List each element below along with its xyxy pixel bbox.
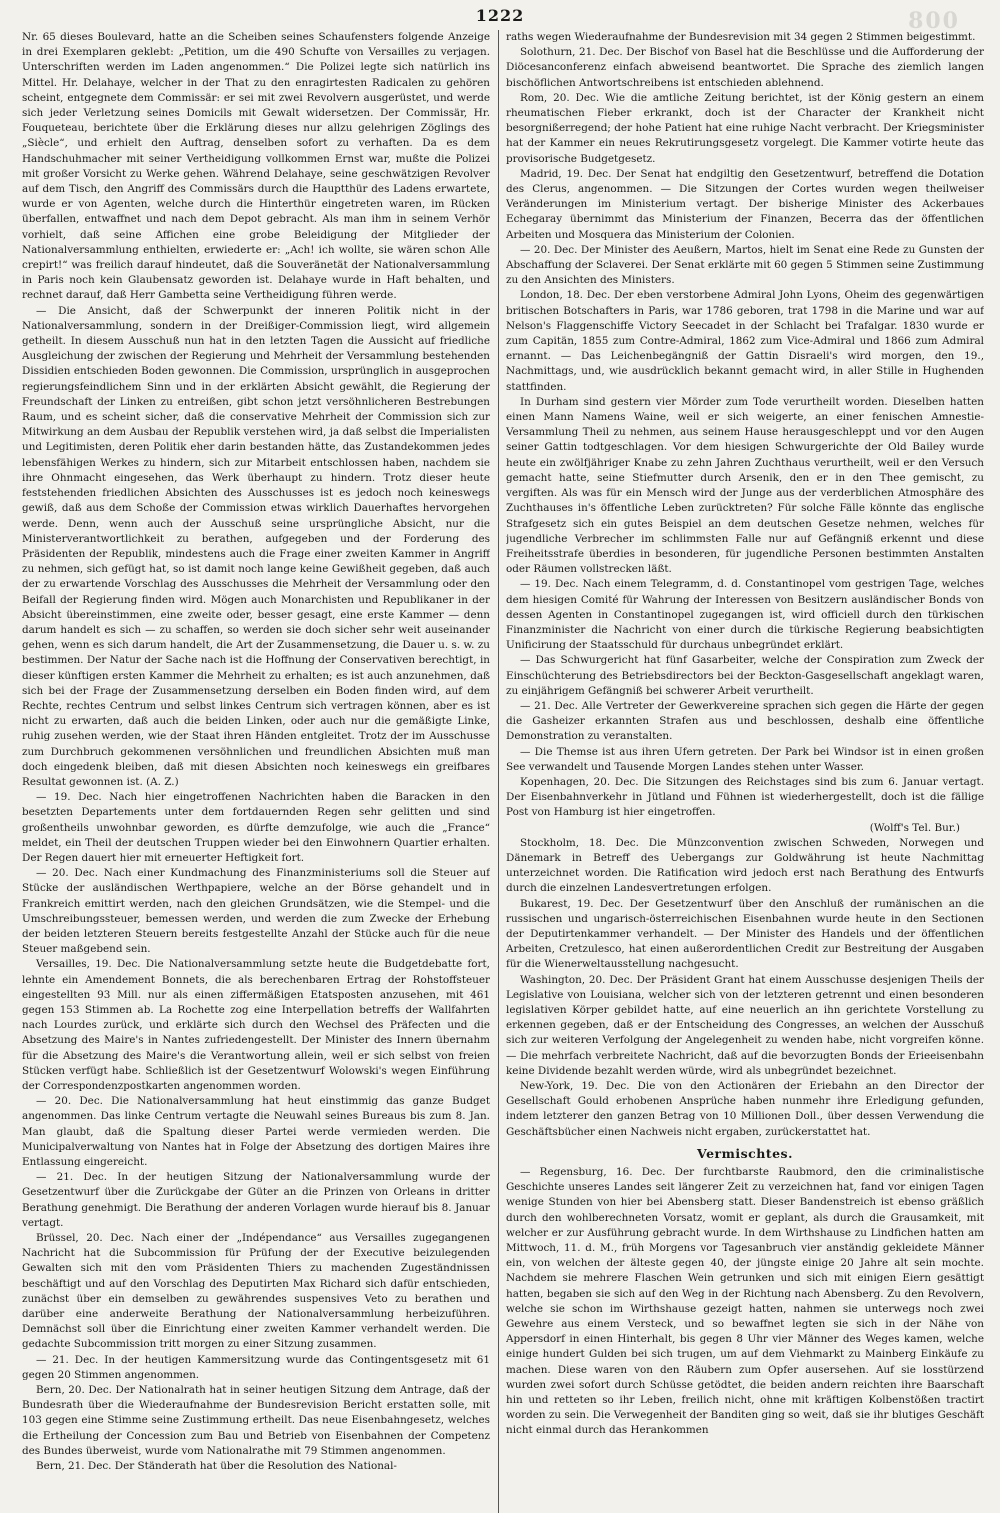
article-paragraph: London, 18. Dec. Der eben verstorbene Admiral John Lyons, Oheim des gegenwärtigen britischen Botschafters in Paris, war 1786 geboren, trat 1798 in die Marine und war auf Nelson's Flaggenschiffe Victory Seecadet in der Schlacht bei Trafalgar. 1830 wurde er zum Capitän, 1855 zum Contre-Admiral, 1862 zum Vice-Admiral und 1866 zum Admiral ernannt. — Das Leichenbegängniß der Gattin Disraeli's wird morgen, den 19., Nachmittags, und, wie ausdrücklich bekannt gemacht wird, in aller Stille in Hughenden stattfinden. (506, 289, 984, 393)
article-paragraph: — 20. Dec. Die Nationalversammlung hat heut einstimmig das ganze Budget angenommen. Das linke Centrum vertagte die Neuwahl seines Bureaus bis zum 8. Jan. Man glaubt, daß die Spaltung dieser Partei werde vermieden werden. Die Municipalverwaltung von Nantes hat in Folge der Absetzung des dortigen Maires ihre Entlassung eingereicht. (22, 1095, 490, 1169)
article-paragraph: Kopenhagen, 20. Dec. Die Sitzungen des Reichstages sind bis zum 6. Januar vertagt. Der Eisenbahnverkehr in Jütland und Fühnen ist wiederhergestellt, doch ist die fällige Post von Hamburg ist hier eingetroffen. (506, 775, 984, 819)
article-paragraph: Solothurn, 21. Dec. Der Bischof von Basel hat die Beschlüsse und die Aufforderung der Diöcesanconferenz einfach abweisend beantwortet. Die Sprache des ziemlich langen bischöflichen Antwortschreibens ist entschieden ablehnend. (506, 46, 984, 89)
article-paragraph: — Die Themse ist aus ihren Ufern getreten. Der Park bei Windsor ist in einen großen See verwandelt und Tausende Morgen Landes stehen unter Wasser. (506, 745, 984, 773)
article-paragraph: — 19. Dec. Nach hier eingetroffenen Nachrichten haben die Baracken in den besetzten Departements unter dem fortdauernden Regen sehr gelitten und sind großentheils unwohnbar geworden, es dürfte demzufolge, wie auch die „France“ meldet, ein Theil der deutschen Truppen wieder bei den Einwohnern Quartier erhalten. Der Regen dauert hier mit erneuerter Heftigkeit fort. (22, 791, 490, 864)
article-paragraph: Brüssel, 20. Dec. Nach einer der „Indépendance“ aus Versailles zugegangenen Nachricht hat die Subcommission für Prüfung der der Executive beizulegenden Gewalten sich mit den vom Präsidenten Thiers zu machenden Zugeständnissen beschäftigt und auf den Vorschlag des Deputirten Max Richard sich dafür entschieden, zunächst über ein demselben zu gewährendes suspensives Veto zu berathen und darüber eine anderweite Berathung der Nationalversammlung herbeizuführen. Demnächst soll über die Einrichtung einer zweiten Kammer verhandelt werden. Die gedachte Subcommission tritt morgen zu einer Sitzung zusammen. (22, 1232, 490, 1351)
columns (22, 30, 984, 1513)
article-paragraph: Madrid, 19. Dec. Der Senat hat endgiltig den Gesetzentwurf, betreffend die Dotation des Clerus, angenommen. — Die Sitzungen der Cortes wurden wegen theilweiser Veränderungen im Ministerium vertagt. Der bisherige Minister des Ackerbaues Echegaray übernimmt das Ministerium der Finanzen, Becerra das der öffentlichen Arbeiten und Mosquera das Ministerium der Colonien. (506, 167, 984, 241)
article-paragraph: — 20. Dec. Der Minister des Aeußern, Martos, hielt im Senat eine Rede zu Gunsten der Abschaffung der Sclaverei. Der Senat erklärte mit 60 gegen 5 Stimmen seine Zustimmung zu den Ansichten des Ministers. (506, 243, 984, 287)
article-paragraph: Rom, 20. Dec. Wie die amtliche Zeitung berichtet, ist der König gestern an einem rheumatischen Fieber erkrankt, doch ist der Character der Krankheit nicht besorgnißerregend; der hohe Patient hat eine ruhige Nacht verbracht. Der Kriegsminister hat der Kammer ein neues Rekrutirungsgesetz vorgelegt. Die Kammer votirte heute das provisorische Budgetgesetz. (506, 91, 984, 165)
article-paragraph: raths wegen Wiederaufnahme der Bundesrevision mit 34 gegen 2 Stimmen beigestimmt. (506, 31, 976, 43)
article-paragraph: — 20. Dec. Nach einer Kundmachung des Finanzministeriums soll die Steuer auf Stücke der ausländischen Werthpapiere, welche an der Börse gehandelt und in Frankreich emittirt werden, nach den gleichen Grundsätzen, wie die Stempel- und die Umschreibungssteuer, bemessen werden, und werden die zum Zwecke der Erhebung der beiden letzteren Steuern bereits festgestellte Anzahl der Stücke auch für die neue Steuer maßgebend sein. (22, 867, 490, 956)
article-paragraph: New-York, 19. Dec. Die von den Actionären der Eriebahn an den Director der Gesellschaft Gould erhobenen Ansprüche haben nunmehr ihre Erledigung gefunden, indem letzterer den ganzen Betrag von 10 Millionen Doll., über dessen Verwendung die Geschäftsbücher einen Nachweis nicht ergaben, zurückerstattet hat. (506, 1080, 984, 1138)
article-paragraph: — Die Ansicht, daß der Schwerpunkt der inneren Politik nicht in der Nationalversammlung, sondern in der Dreißiger-Commission liegt, wird allgemein getheilt. In diesem Ausschuß nun hat in den letzten Tagen die Aussicht auf friedliche Ausgleichung der zwischen der Regierung und Mehrheit der Versammlung bestehenden Dissidien entschieden Boden gewonnen. Die Commission, ursprünglich in ausgeprochen regierungsfeindlichem Sinn und in der erklärten Absicht gewählt, die Regierung der Freundschaft der Linken zu entreißen, gibt schon jetzt versöhnlicheren Bestrebungen Raum, und es scheint sicher, daß die conservative Mehrheit der Commission sich zur Mitwirkung an dem Ausbau der Republik verstehen wird, ja daß selbst die Imperialisten und Legitimisten, deren Politik eher darin bestanden hätte, das Zustandekommen jedes lebensfähigen Werkes zu hindern, sich zur Mitarbeit entschlossen haben, nachdem sie ihre Ohnmacht eingesehen, das Werk überhaupt zu hindern. Trotz dieser heute feststehenden friedlichen Absichten des Ausschusses ist es jedoch noch keineswegs gewiß, daß aus dem Schoße der Commission etwas wirklich Dauerhaftes hervorgehen werde. Denn, wenn auch der Ausschuß seine ursprüngliche Absicht, nur die Ministerverantwortlichkeit zu berathen, aufgegeben und der Forderung des Präsidenten der Republik, mindestens auch die Frage einer zweiten Kammer in Angriff zu nehmen, sich gefügt hat, so ist damit noch lange keine Gewißheit gegeben, daß auch der zu erwartende Vorschlag des Ausschusses die Mehrheit der Versammlung oder den Beifall der Regierung finden wird. Mögen auch Monarchisten und Republikaner in der Absicht übereinstimmen, eine zweite oder, besser gesagt, eine erste Kammer — denn darum handelt es sich — zu schaffen, so werden sie doch sicher sehr weit auseinander gehen, wenn es sich darum handelt, die Art der Zusammensetzung, die Dauer u. s. w. zu bestimmen. Der Natur der Sache nach ist die Hoffnung der Conservativen berechtigt, in dieser künftigen ersten Kammer die Mehrheit zu erhalten; es ist auch anzunehmen, daß sich bei der Frage der Zusammensetzung derselben ein Boden finden wird, auf dem Rechte, rechtes Centrum und selbst linkes Centrum sich vertragen können, aber es ist nicht zu erwarten, daß auch die beiden Linken, oder auch nur die gemäßigte Linke, ruhig zusehen werden, wie der Staat ihren Händen entgleitet. Trotz der im Ausschusse zum Durchbruch gekommenen versöhnlichen und freundlichen Absichten muß man doch eingedenk bleiben, daß mit diesen Absichten noch keineswegs ein greifbares Resultat gewonnen ist. (A. Z.) (22, 304, 490, 788)
article-paragraph: — Das Schwurgericht hat fünf Gasarbeiter, welche der Conspiration zum Zweck der Einschüchterung des Betriebsdirectors bei der Beckton-Gasgesellschaft angeklagt waren, zu einjährigem Gefängniß bei schwerer Arbeit verurtheilt. (506, 654, 984, 697)
article-paragraph: — Regensburg, 16. Dec. Der furchtbarste Raubmord, den die criminalistische Geschichte unseres Landes seit längerer Zeit zu verzeichnen hat, fand vor einigen Tagen wenige Stunden von hier bei Abensberg statt. Dieser Bandenstreich ist ebenso gräßlich durch den wohlberechneten Vorsatz, womit er geplant, als durch die Grausamkeit, mit welcher er zur Ausführung gebracht wurde. In dem Wirthshause zu Lindfichen hatten am Mittwoch, 11. d. M., früh Morgens vor Tagesanbruch vier anständig gekleidete Männer ein, von welchen der älteste gegen 40, der jüngste einige 20 Jahre alt sein mochte. Nachdem sie mehrere Flaschen Wein getrunken und sich mit einigen Eiern gesättigt hatten, begaben sie sich auf den Weg in der Richtung nach Abensberg. Zu den Revolvern, welche sie schon im Wirthshause gezeigt hatten, nahmen sie unterwegs noch zwei Gewehre aus einem Versteck, und so bewaffnet legten sie sich in der Nähe von Appersdorf in einen Hinterhalt, bis gegen 8 Uhr vier Männer des Weges kamen, welche einige hundert Gulden bei sich trugen, um auf dem Viehmarkt zu Mainberg Einkäufe zu machen. Diese waren von den Räubern zum Opfer ausersehen. Auf sie losstürzend wurden zwei sofort durch Schüsse getödtet, die beiden andern reichten ihre Baarschaft hin und retteten so ihr Leben, freilich nicht, ohne mit kräftigen Kolbenstößen tractirt worden zu sein. Die Verwegenheit der Banditen ging so weit, daß sie ihr blutiges Geschäft nicht einmal durch das Herankommen (506, 1166, 984, 1437)
page-number: 1222 (475, 6, 525, 25)
article-paragraph: Bern, 21. Dec. Der Ständerath hat über die Resolution des National- (36, 1460, 397, 1473)
article-paragraph: — 21. Dec. In der heutigen Sitzung der Nationalversammlung wurde der Gesetzentwurf über die Zurückgabe der Güter an die Prinzen von Orleans in dritter Berathung genehmigt. Die Berathung der anderen Vorlagen wurde hierauf bis 8. Januar vertagt. (22, 1171, 490, 1229)
article-paragraph: Bern, 20. Dec. Der Nationalrath hat in seiner heutigen Sitzung dem Antrage, daß der Bundesrath über die Wiederaufnahme der Bundesrevision Bericht erstatten solle, mit 103 gegen eine Stimme seine Zustimmung ertheilt. Das neue Eisenbahngesetz, welches die Ertheilung der Concession zum Bau und Betrieb von Eisenbahnen der Competenz des Bundes überweist, wurde vom Nationalrathe mit 79 Stimmen angenommen. (22, 1384, 490, 1457)
right-column (506, 30, 984, 1513)
article-paragraph: Stockholm, 18. Dec. Die Münzconvention zwischen Schweden, Norwegen und Dänemark in Betreff des Uebergangs zur Goldwährung ist heute Nachmittag unterzeichnet worden. Die Ratification wird jedoch erst nach Berathung des Entwurfs durch die einzelnen Landesvertretungen erfolgen. (506, 836, 984, 895)
article-paragraph: — 21. Dec. In der heutigen Kammersitzung wurde das Contingentsgesetz mit 61 gegen 20 Stimmen angenommen. (22, 1353, 490, 1381)
bleed-through-number: 800 (908, 8, 960, 34)
article-paragraph: — 19. Dec. Nach einem Telegramm, d. d. Constantinopel vom gestrigen Tage, welches dem hiesigen Comité für Wahrung der Interessen von Besitzern ausländischer Bonds von dessen Agenten in Constantinopel zugegangen ist, wird officiell durch den türkischen Finanzminister die Nachricht von einer durch die türkische Regierung beabsichtigten Unificirung der Staatsschuld für durchaus unbegründet erklärt. (506, 578, 984, 652)
article-paragraph: Versailles, 19. Dec. Die Nationalversammlung setzte heute die Budgetdebatte fort, lehnte ein Amendement Bonnets, die als berechenbaren Ertrag der Rohstoffsteuer eingestellten 93 Mill. nur als einen ziffermäßigen Etatsposten anzusehen, mit 461 gegen 153 Stimmen ab. La Rochette zog eine Interpellation betreffs der Wallfahrten nach Lourdes zurück, und erklärte sich durch den Wechsel des Präfecten und die Absetzung des Maire's in Nantes zufriedengestellt. Der Minister des Innern übernahm für die Absetzung des Maire's die Verantwortung allein, weil er sich selbst von freien Stücken verfügt habe. Schließlich ist der Gesetzentwurf Wolowski's wegen Einführung der Correspondenzpostkarten angenommen worden. (22, 958, 490, 1093)
article-paragraph: Washington, 20. Dec. Der Präsident Grant hat einem Ausschusse desjenigen Theils der Legislative von Louisiana, welcher sich von der letzteren getrennt und einen besonderen legislativen Körper gebildet hatte, auf eine neuerlich an ihn gerichtete Vorstellung zu erkennen gegeben, daß er der Entscheidung des Congresses, an welchen der Ausschuß sich zur weiteren Verfolgung der Angelegenheit zu wenden habe, nicht vorgreifen könne. — Die mehrfach verbreitete Nachricht, daß auf die bevorzugten Bonds der Erieeisenbahn keine Dividende bezahlt werden würde, wird als unbegründet bezeichnet. (506, 973, 984, 1077)
article-paragraph: — 21. Dec. Alle Vertreter der Gewerkvereine sprachen sich gegen die Härte der gegen die Gasheizer erkannten Strafen aus und beschlossen, deshalb eine öffentliche Demonstration zu veranstalten. (506, 699, 984, 743)
article-paragraph: Bukarest, 19. Dec. Der Gesetzentwurf über den Anschluß der rumänischen an die russischen und ungarisch-österreichischen Eisenbahnen wurde heute in den Sectionen der Deputirtenkammer verhandelt. — Der Minister des Handels und der öffentlichen Arbeiten, Cretzulesco, hat einen außerordentlichen Credit zur Bestreitung der Ausgaben für die Wienerweltausstellung nachgesucht. (506, 897, 984, 971)
article-paragraph: Nr. 65 dieses Boulevard, hatte an die Scheiben seines Schaufensters folgende Anzeige in drei Exemplaren geklebt: „Petition, um die 490 Schufte von Versailles zu verjagen. Unterschriften werden im Laden angenommen.“ Die Polizei legte sich natürlich ins Mittel. Hr. Delahaye, welcher in der That zu den enragirtesten Radicalen zu gehören scheint, entgegnete dem Commissär: er sei mit zwei Revolvern ausgerüstet, und werde sich jeder Verletzung seines Domicils mit Gewalt widersetzen. Der Commissär, Hr. Fouqueteau, berichtete über die Erklärung dieses nur allzu gelehrigen Zöglings des „Siècle“, und erhielt den Auftrag, denselben sofort zu verhaften. Da es dem Handschuhmacher mit seiner Vertheidigung vollkommen Ernst war, mußte die Polizei mit großer Vorsicht zu Werke gehen. Während Delahaye, seine geschwätzigen Revolver auf dem Tisch, den Angriff des Commissärs durch die Hauptthür des Ladens erwartete, wurde er von Agenten, welche durch die Hinterthür eingetreten waren, im Rücken überfallen, entwaffnet und nach dem Depot gebracht. Als man ihm in seinem Verhör vorhielt, daß seine Affichen eine grobe Beleidigung der Mitglieder der Nationalversammlung enthielten, erwiederte er: „Ach! ich wollte, sie wären schon Alle crepirt!“ was freilich darauf hindeutet, daß die Souveränetät der Nationalversammlung in Paris noch kein Glaubensatz geworden ist. Delahaye wurde in Haft behalten, und rechnet darauf, daß Herr Gambetta seine Vertheidigung führen werde. (22, 31, 490, 302)
article-paragraph: In Durham sind gestern vier Mörder zum Tode verurtheilt worden. Dieselben hatten einen Mann Namens Waine, weil er sich weigerte, an einer fenischen Amnestie-Versammlung Theil zu nehmen, aus seinem Hause herausgeschleppt und vor den Augen seiner Gattin todtgeschlagen. Vor dem hiesigen Schwurgerichte der Old Bailey wurde heute ein zwölfjähriger Knabe zu zehn Jahren Zuchthaus verurtheilt, weil er den Versuch gemacht hatte, seine Stiefmutter durch Arsenik, den er in den Thee gemischt, zu vergiften. Als was für ein Mensch wird der Junge aus der verderblichen Atmosphäre des Zuchthauses in's öffentliche Leben zurücktreten? Für solche Fälle könnte das englische Strafgesetz sich ein gutes Beispiel an dem deutschen Gesetze nehmen, welches für jugendliche Verbrecher im schlimmsten Falle nur auf Gefängniß erkennt und diese Freiheitsstrafe überdies in besonderen, für jugendliche Personen bestimmten Anstalten oder Räumen vollstrecken läßt. (506, 395, 984, 576)
news-credit: (Wolff's Tel. Bur.) (869, 821, 960, 834)
left-column (22, 30, 490, 1513)
section-heading: Vermischtes. (697, 1145, 793, 1161)
